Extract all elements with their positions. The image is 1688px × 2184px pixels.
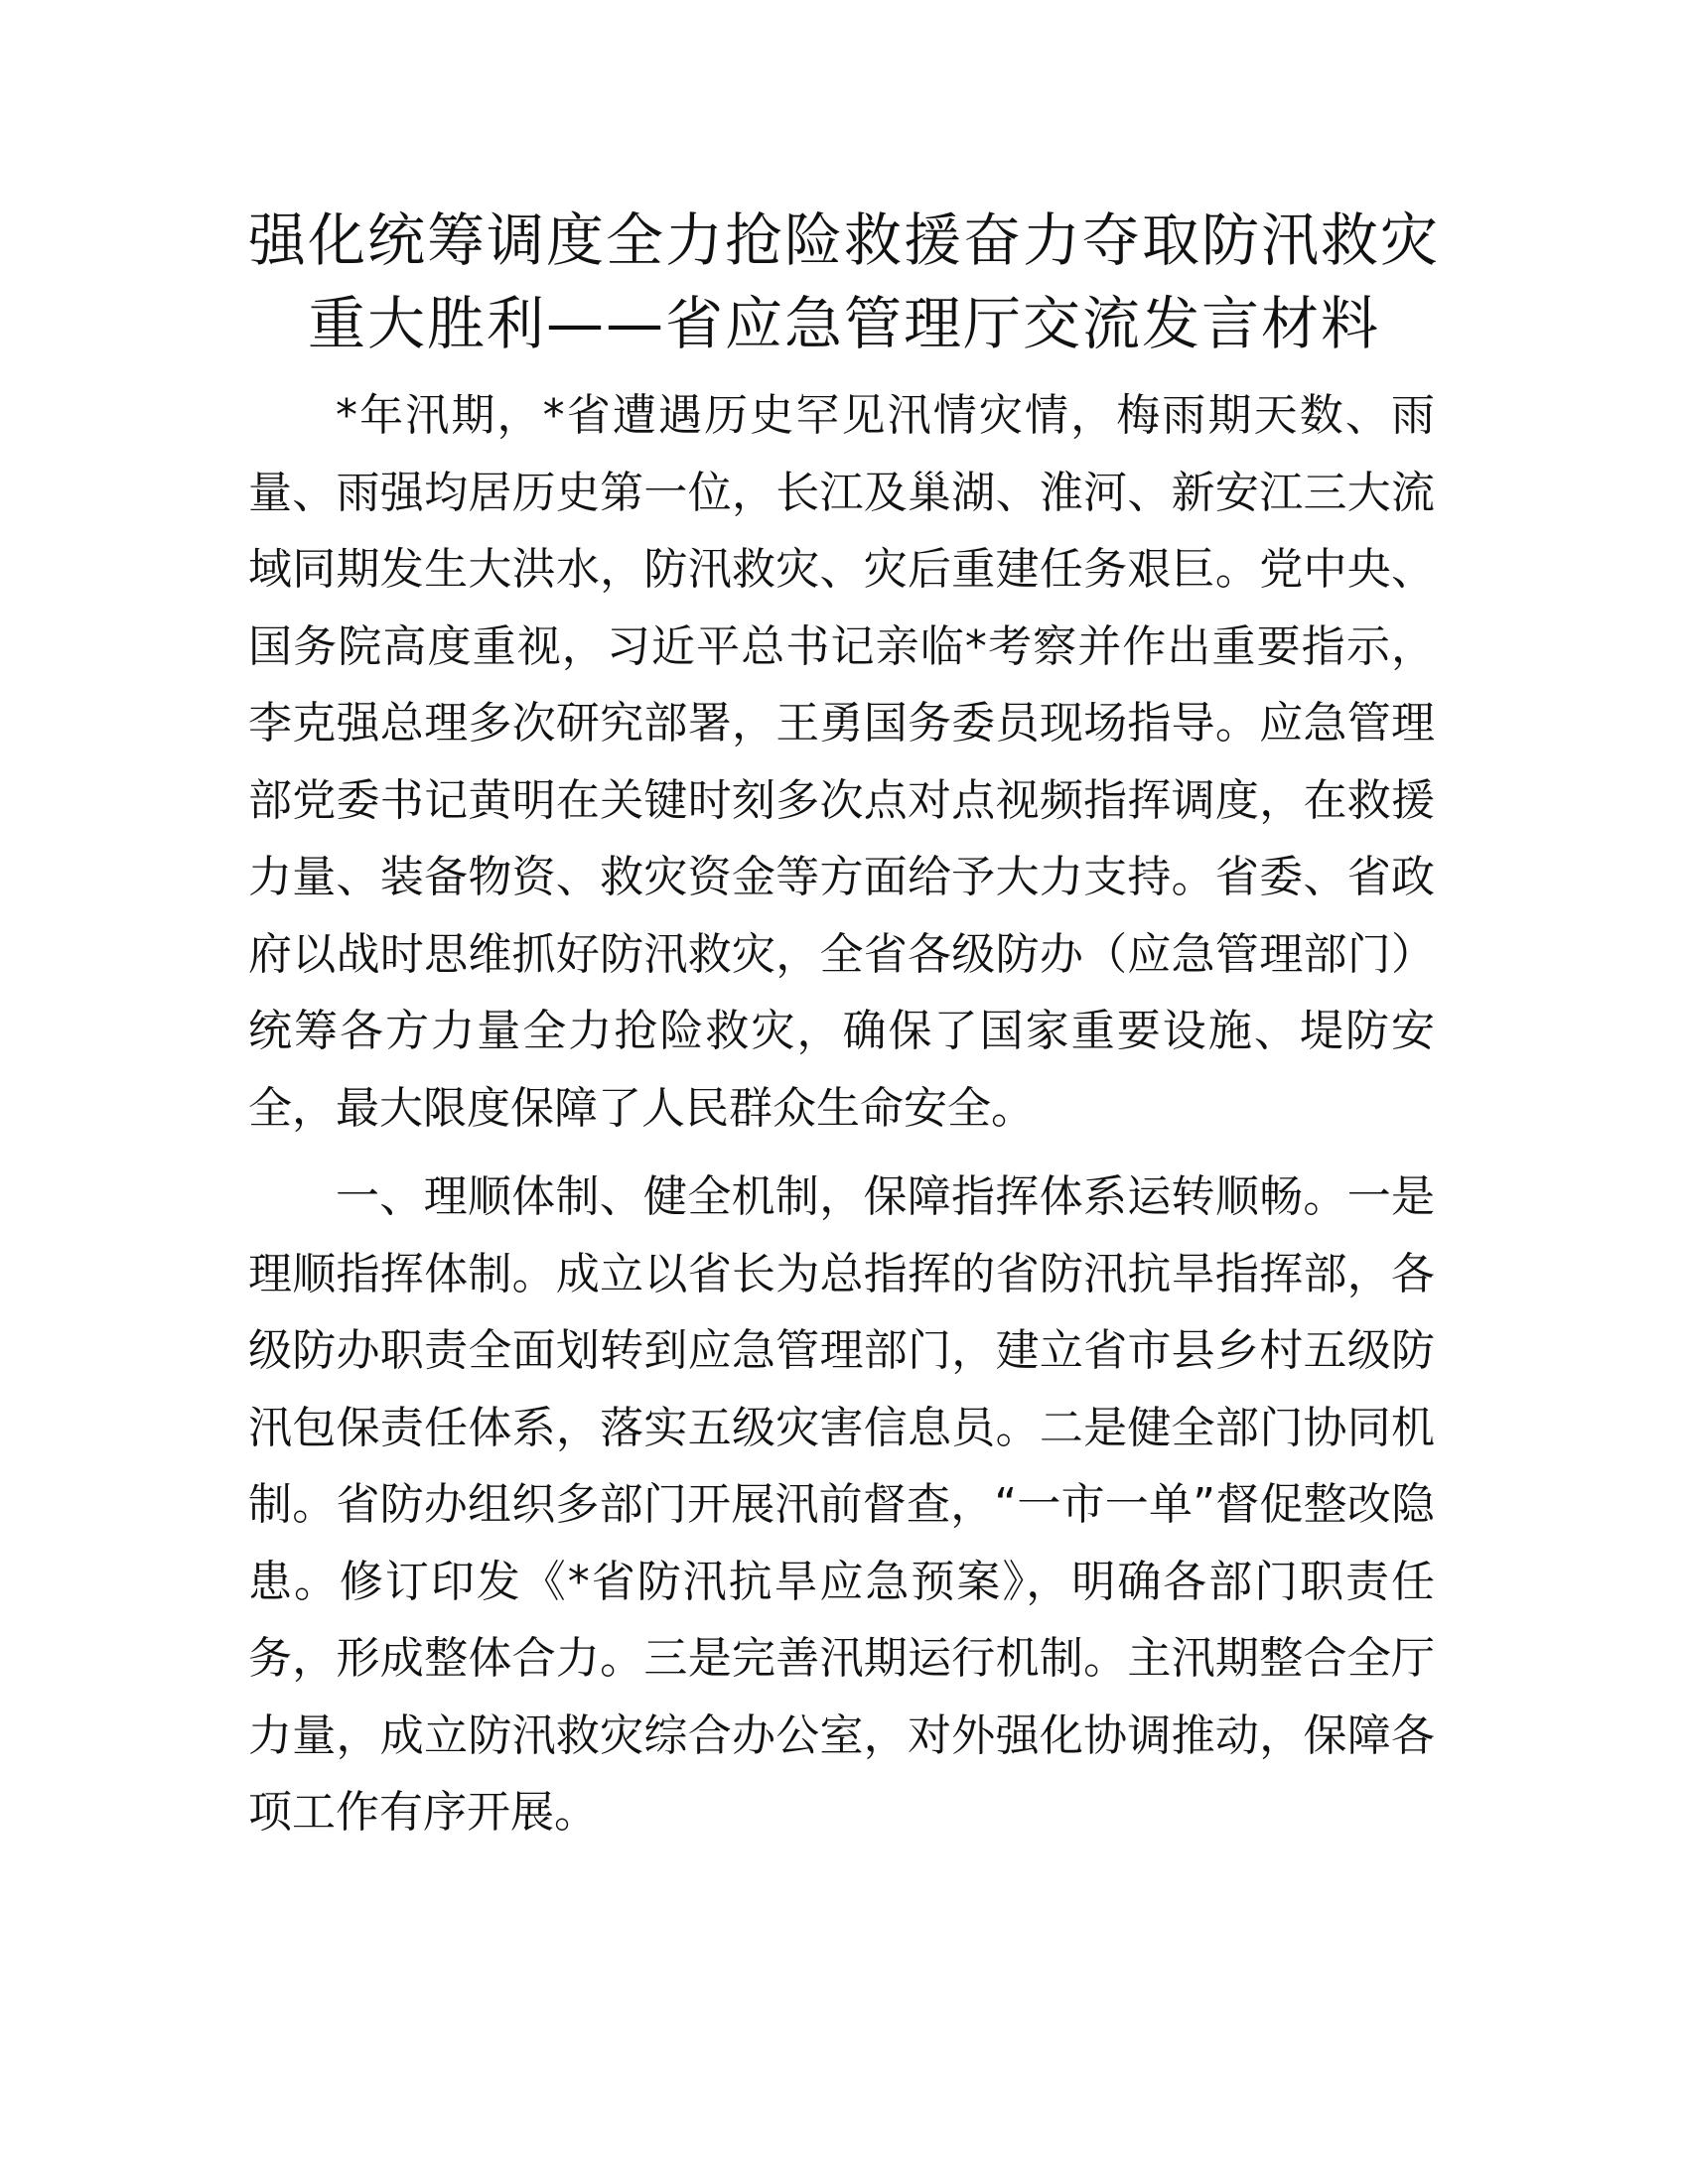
paragraph-intro: *年汛期，*省遭遇历史罕见汛情灾情，梅雨期天数、雨量、雨强均居历史第一位，长江及巢湖、淮河、新安江三大流域同期发生大洪水，防汛救灾、灾后重建任务艰巨。党中央、国务院高度重视，习近平总书记亲临*考察并作出重要指示，李克强总理多次研究部署，王勇国务委员现场指导。应急管理部党委书记黄明在关键时刻多次点对点视频指挥调度，在救援力量、装备物资、救灾资金等方面给予大力支持。省委、省政府以战时思维抓好防汛救灾，全省各级防办（应急管理部门）统筹各方力量全力抢险救灾，确保了国家重要设施、堤防安全，最大限度保障了人民群众生命安全。 — [248, 390, 1435, 1134]
title-line-1: 强化统筹调度全力抢险救援奋力夺取防汛救灾 — [248, 206, 1441, 274]
document-title — [248, 199, 1440, 365]
paragraph-section-1: 一、理顺体制、健全机制，保障指挥体系运转顺畅。一是理顺指挥体制。成立以省长为总指挥的省防汛抗旱指挥部，各级防办职责全面划转到应急管理部门，建立省市县乡村五级防汛包保责任体系，落实五级灾害信息员。二是健全部门协同机制。省防办组织多部门开展汛前督查，“一市一单”督促整改隐患。修订印发《*省防汛抗旱应急预案》，明确各部门职责任务，形成整体合力。三是完善汛期运行机制。主汛期整合全厅力量，成立防汛救灾综合办公室，对外强化协调推动，保障各项工作有序开展。 — [248, 1171, 1435, 1838]
title-line-2: 重大胜利——省应急管理厅交流发言材料 — [307, 290, 1380, 357]
document-body — [248, 377, 1435, 1863]
